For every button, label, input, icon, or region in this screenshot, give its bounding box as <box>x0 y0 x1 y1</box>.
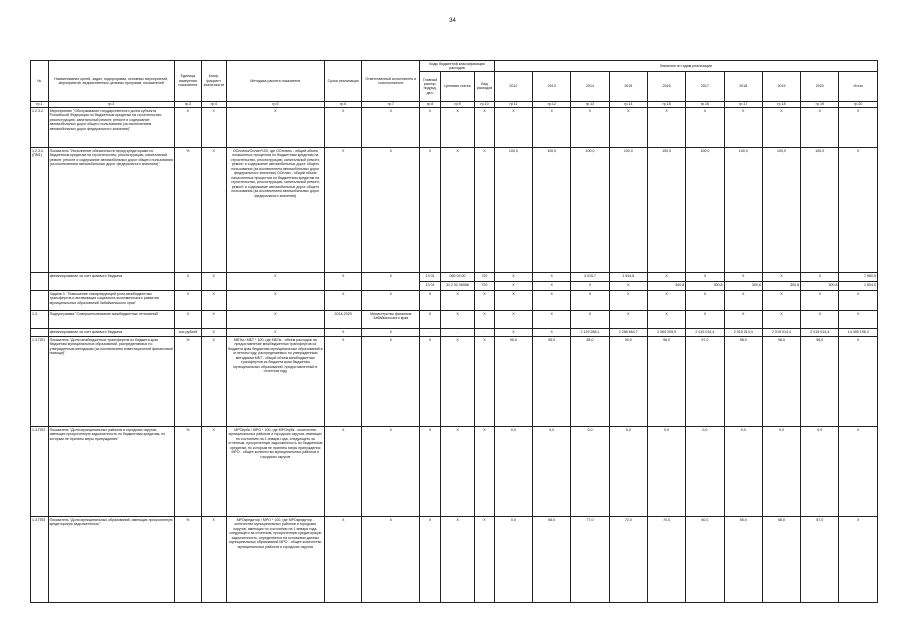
cell: X <box>533 291 571 311</box>
col-number: гр.16 <box>686 101 724 107</box>
col-number: гр.19 <box>801 101 839 107</box>
row-number: 1.3.ПП3 <box>31 517 49 603</box>
header-unit: Единица измерения показателя <box>174 61 201 102</box>
cell: % <box>174 427 201 517</box>
value-cell: 100,0 <box>801 148 839 273</box>
value-cell: X <box>533 329 571 337</box>
col-number: гр.18 <box>762 101 800 107</box>
col-number: гр.11 <box>494 101 532 107</box>
cell: Министерство финансов Забайкальского края <box>362 311 420 329</box>
value-cell: 98,0 <box>801 337 839 427</box>
value-cell: 60,0 <box>686 517 724 603</box>
cell: X <box>839 291 878 311</box>
value-cell: 97,0 <box>686 337 724 427</box>
value-cell: X <box>647 311 685 329</box>
cell: 31 2 02 06066 <box>440 282 474 291</box>
header-name: Наименование целей, задач, подпрограмм, основных мероприятий, мероприятий, ведомственных целевых программ, показателей <box>48 61 174 102</box>
col-number: гр.20 <box>839 101 878 107</box>
value-cell: 300,8 <box>762 282 800 291</box>
header-year: 2013 <box>533 71 571 101</box>
row-name: Подпрограмма "Совершенствование межбюджетных отношений" <box>48 311 174 329</box>
table-row <box>31 329 878 337</box>
col-number: гр.10 <box>475 101 495 107</box>
table-row <box>31 148 878 273</box>
header-year: 2015 <box>609 71 647 101</box>
value-cell: 77,0 <box>571 517 609 603</box>
value-cell: 98,0 <box>724 337 762 427</box>
cell: X <box>362 108 420 148</box>
table-row <box>31 311 878 329</box>
value-cell: 85,0 <box>571 337 609 427</box>
row-number: 1.2.3.2. <box>31 108 49 148</box>
row-number: 1.3.ПП1 <box>31 337 49 427</box>
header-year: 2020 <box>801 71 839 101</box>
cell: X <box>226 273 324 291</box>
cell: X <box>362 427 420 517</box>
table-row <box>31 427 878 517</box>
cell: тыс.рублей <box>174 329 201 337</box>
row-name: Показатель "Доля межбюджетных трансфертов из бюджета края бюджетам муниципальных образований, распределяемых по утвержденным методикам (за исключением инвестиционной финансовой помощи)" <box>48 337 174 427</box>
header-method: Методика расчета показателя <box>226 61 324 102</box>
value-cell: 55,0 <box>724 517 762 603</box>
table-row <box>31 337 878 427</box>
row-name: Мероприятие "Обслуживание государственного долга субъекта Российской Федерации по бюджетным кредитам на строительство, реконструкцию, капитальный ремонт, ремонт и содержание автомобильных дорог общего пользования (за исключением автомобильных дорог федерального значения)" <box>48 108 174 148</box>
cell: X <box>420 148 441 273</box>
value-cell: X <box>609 282 647 291</box>
value-cell: 70,0 <box>647 517 685 603</box>
cell: X <box>325 273 362 291</box>
row-name: Показатель "Доля муниципальных районов и городских округов, имеющих просроченную задолженность по бюджетным кредитам, по которым не приняты меры принуждения" <box>48 427 174 517</box>
value-cell: X <box>533 311 571 329</box>
value-cell: 100,0 <box>533 148 571 273</box>
cell: X <box>362 273 420 291</box>
col-number: гр.8 <box>420 101 441 107</box>
header-total: Итого <box>839 71 878 101</box>
cell: X <box>325 291 362 311</box>
cell: X <box>440 148 474 273</box>
cell: X <box>420 427 441 517</box>
cell: % <box>174 148 201 273</box>
header-codes-group: Коды бюджетной классификации расходов <box>420 61 495 72</box>
value-cell: 2 015 014,4 <box>686 329 724 337</box>
row-name: финансирование за счет краевого бюджета <box>48 273 174 291</box>
col-number: гр.6 <box>325 101 362 107</box>
value-cell: 300,8 <box>647 282 685 291</box>
header-year: 2019 <box>762 71 800 101</box>
cell: X <box>362 337 420 427</box>
cell: X <box>475 291 495 311</box>
cell: X <box>226 329 324 337</box>
col-number: гр.12 <box>533 101 571 107</box>
cell: X <box>201 311 226 329</box>
cell: 720 <box>475 282 495 291</box>
cell: X <box>686 108 724 148</box>
value-cell: 66,0 <box>533 517 571 603</box>
value-cell: 100,0 <box>571 148 609 273</box>
value-cell: X <box>571 282 609 291</box>
value-cell: 0,0 <box>494 427 532 517</box>
cell: X <box>571 291 609 311</box>
cell: X <box>325 427 362 517</box>
cell: - <box>440 329 474 337</box>
col-number: гр.13 <box>571 101 609 107</box>
cell: X <box>420 108 441 148</box>
value-cell: X <box>762 273 800 282</box>
value-cell: 4 015,7 <box>571 273 609 282</box>
method-cell: МБТм / МБТ * 100, где МБТм - объем расходов на предоставление межбюджетных трансфертов из бюджета края бюджетам муниципальных образований в отчетном году, распределяемых по утвержденным методикам МБТ - общий объем межбюджетных трансфертов из бюджета края бюджетам муниципальных образований, предоставленный в отчетном году <box>226 337 324 427</box>
cell: X <box>420 311 441 329</box>
value-cell: 1 944,8 <box>609 273 647 282</box>
cell: 13 01 <box>420 273 441 282</box>
value-cell: X <box>494 282 532 291</box>
col-number: гр.7 <box>362 101 420 107</box>
cell: X <box>647 291 685 311</box>
value-cell: 300,8 <box>686 282 724 291</box>
value-cell: 300,8 <box>801 282 839 291</box>
cell: X <box>839 108 878 148</box>
col-number: гр.1 <box>31 101 49 107</box>
value-cell: X <box>571 311 609 329</box>
value-cell: 0,0 <box>686 427 724 517</box>
cell: X <box>440 311 474 329</box>
total-cell: X <box>839 148 878 273</box>
cell: X <box>724 108 762 148</box>
table-row <box>31 291 878 311</box>
cell: X <box>201 273 226 291</box>
value-cell: X <box>724 311 762 329</box>
value-cell: 2 015 014,4 <box>762 329 800 337</box>
value-cell: X <box>647 273 685 282</box>
cell: X <box>201 148 226 273</box>
cell: X <box>362 517 420 603</box>
value-cell: X <box>533 282 571 291</box>
cell: X <box>609 291 647 311</box>
value-cell: 0,0 <box>647 427 685 517</box>
value-cell: X <box>609 311 647 329</box>
cell: X <box>801 291 839 311</box>
cell: X <box>362 148 420 273</box>
value-cell: 2 288 664,7 <box>609 329 647 337</box>
cell: X <box>174 291 201 311</box>
program-table <box>30 60 878 603</box>
total-cell: X <box>839 337 878 427</box>
value-cell: 100,0 <box>647 148 685 273</box>
cell: 2014-2020 <box>325 311 362 329</box>
value-cell: 2 015 014,4 <box>801 329 839 337</box>
cell: X <box>475 517 495 603</box>
cell: X <box>174 108 201 148</box>
value-cell: 100,0 <box>686 148 724 273</box>
col-number: гр.5 <box>226 101 324 107</box>
row-number: 1.3. <box>31 311 49 329</box>
value-cell: 100,0 <box>609 148 647 273</box>
cell: X <box>201 337 226 427</box>
total-cell: 14 495 196,3 <box>839 329 878 337</box>
cell: X <box>440 427 474 517</box>
cell: 065 03 00 <box>440 273 474 282</box>
cell: % <box>174 517 201 603</box>
cell: X <box>475 427 495 517</box>
col-number: гр.2 <box>48 101 174 107</box>
value-cell: 2 129 288,1 <box>571 329 609 337</box>
cell: X <box>801 108 839 148</box>
value-cell: 0,0 <box>494 517 532 603</box>
header-term: Сроки реализации <box>325 61 362 102</box>
value-cell: 0,0 <box>533 427 571 517</box>
cell: X <box>174 273 201 291</box>
table-row <box>31 273 878 282</box>
method-cell: ООплаты/Оплан*100, где ООплаты - общий объем погашенных процентов по бюджетным кредитам на строительство, реконструкцию, капитальный ремонт, ремонт и содержание автомобильных дорог общего пользования (за исключением автомобильных дорог федерального значения) ООплан - общий объем начисленных процентов по бюджетным кредитам на строительство, реконструкцию, капитальный ремонт, ремонт и содержание автомобильных дорог общего пользования (за исключением автомобильных дорог федерального значения) <box>226 148 324 273</box>
total-cell: X <box>839 517 878 603</box>
col-number: гр.9 <box>440 101 474 107</box>
header-gl: Главный распор. подряд. дел. <box>420 71 441 101</box>
value-cell: 57,0 <box>801 517 839 603</box>
page-number: 34 <box>449 18 456 24</box>
cell: X <box>201 291 226 311</box>
cell: X <box>325 517 362 603</box>
cell: X <box>475 148 495 273</box>
col-number: гр.17 <box>724 101 762 107</box>
cell: X <box>475 108 495 148</box>
header-executor: Ответственный исполнитель и соисполнители <box>362 61 420 102</box>
total-cell: 1 504,0 <box>839 282 878 291</box>
cell: X <box>494 108 532 148</box>
value-cell: 0,0 <box>762 427 800 517</box>
value-cell: X <box>724 273 762 282</box>
value-cell: 0,0 <box>609 427 647 517</box>
value-cell: 58,0 <box>762 517 800 603</box>
col-number: гр.14 <box>609 101 647 107</box>
value-cell: 2 015 014,4 <box>724 329 762 337</box>
cell: X <box>440 517 474 603</box>
cell: X <box>440 108 474 148</box>
value-cell: 98,0 <box>762 337 800 427</box>
value-cell: X <box>533 273 571 282</box>
method-cell: МРОпрбк / МРО * 100, где МРОпрбк - количество муниципальных районов и городских округов, имеющих по состоянию на 1 января года, следующего за отчетным, просроченную задолженность по бюджетным кредитам, по которым не приняты меры принуждения МРО - общее количество муниципальных районов и городских округов <box>226 427 324 517</box>
cell: X <box>440 337 474 427</box>
value-cell: 100,0 <box>494 148 532 273</box>
header-num: № <box>31 61 49 102</box>
value-cell: 96,0 <box>647 337 685 427</box>
col-number: гр.4 <box>201 101 226 107</box>
value-cell: X <box>494 273 532 282</box>
row-name: Показатель "Исполнение обязательств перед кредиторами по бюджетным кредитам на строительство, реконструкцию, капитальный ремонт, ремонт и содержание автомобильных дорог общего пользования (за исключением автомобильных дорог федерального значения)" <box>48 148 174 273</box>
cell: - <box>475 329 495 337</box>
cell: X <box>440 291 474 311</box>
cell: 720 <box>475 273 495 282</box>
cell: X <box>533 108 571 148</box>
value-cell: 95,0 <box>533 337 571 427</box>
value-cell: 0,0 <box>571 427 609 517</box>
cell: X <box>762 291 800 311</box>
cell: X <box>325 329 362 337</box>
header-cs: Целевая статья <box>440 71 474 101</box>
header-year: 2016 <box>647 71 685 101</box>
row-name: Задача 3. "Повышение стимулирующей роли межбюджетных трансфертов и активизация социально-экономического развития муниципальных образований Забайкальского края" <box>48 291 174 311</box>
total-cell: X <box>839 427 878 517</box>
cell: X <box>494 291 532 311</box>
cell: X <box>362 291 420 311</box>
cell: X <box>226 291 324 311</box>
cell: X <box>686 291 724 311</box>
cell: 13 01 <box>420 282 441 291</box>
table-row <box>31 108 878 148</box>
total-cell: 7 960,5 <box>839 273 878 282</box>
value-cell: X <box>494 311 532 329</box>
value-cell: X <box>801 311 839 329</box>
value-cell: 72,0 <box>609 517 647 603</box>
value-cell: X <box>494 329 532 337</box>
row-name: Показатель "Доля муниципальных образований, имеющих просроченную кредиторскую задолженность" <box>48 517 174 603</box>
value-cell: X <box>686 311 724 329</box>
cell: X <box>325 148 362 273</box>
cell: X <box>762 108 800 148</box>
cell: X <box>724 291 762 311</box>
cell: X <box>571 108 609 148</box>
cell: % <box>174 337 201 427</box>
cell: - <box>420 329 441 337</box>
value-cell: X <box>686 273 724 282</box>
cell: X <box>420 517 441 603</box>
cell: X <box>362 329 420 337</box>
row-number: 1.3.ПП2 <box>31 427 49 517</box>
value-cell: 300,8 <box>724 282 762 291</box>
row-name: финансирование за счет краевого бюджета <box>48 329 174 337</box>
value-cell: 100,0 <box>724 148 762 273</box>
value-cell: X <box>801 273 839 282</box>
cell: X <box>226 108 324 148</box>
cell: X <box>201 108 226 148</box>
cell: X <box>325 337 362 427</box>
cell: X <box>647 108 685 148</box>
method-cell: МРОкредитор / МРО * 100, где МРОкредитор - количество муниципальных районов и городских округов, имеющих по состоянию на 1 января года, следующего за отчетным, просроченную кредиторскую задолженность, определяется на основании данных муниципальных образований МРО - общее количество муниципальных районов и городских округов <box>226 517 324 603</box>
row-number: 1.2.3.2. (ПМ1) <box>31 148 49 273</box>
header-year: 2017 <box>686 71 724 101</box>
value-cell: 100,0 <box>762 148 800 273</box>
header-vr: Вид расходов <box>475 71 495 101</box>
table-row <box>31 517 878 603</box>
value-cell: 95,0 <box>494 337 532 427</box>
cell: X <box>475 311 495 329</box>
cell: X <box>226 311 324 329</box>
header-values-group: Значения по годам реализации <box>494 61 877 72</box>
cell: X <box>325 108 362 148</box>
value-cell: X <box>762 311 800 329</box>
value-cell: 2 060 205,9 <box>647 329 685 337</box>
header-coef: Коэф-фициент значи-мости <box>201 61 226 102</box>
cell: X <box>475 337 495 427</box>
header-year: 2012 <box>494 71 532 101</box>
value-cell: 0,0 <box>724 427 762 517</box>
col-number: гр.15 <box>647 101 685 107</box>
cell: X <box>201 517 226 603</box>
value-cell: 90,0 <box>609 337 647 427</box>
cell: X <box>420 337 441 427</box>
cell: X <box>174 311 201 329</box>
total-cell: X <box>839 311 878 329</box>
header-year: 2018 <box>724 71 762 101</box>
value-cell: 0,0 <box>801 427 839 517</box>
cell: X <box>609 108 647 148</box>
cell: X <box>201 329 226 337</box>
cell: X <box>420 291 441 311</box>
cell: X <box>201 427 226 517</box>
col-number: гр.3 <box>174 101 201 107</box>
header-year: 2014 <box>571 71 609 101</box>
